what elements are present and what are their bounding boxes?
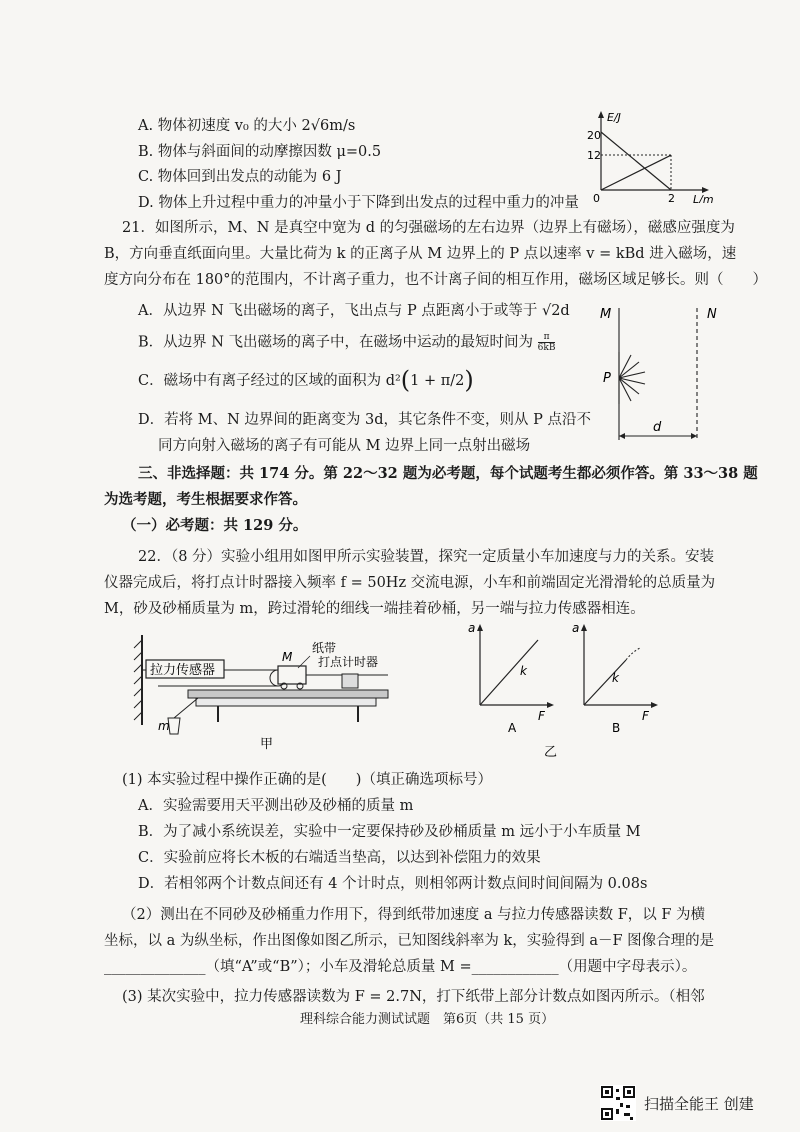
q21-option-c: C．磁场中有离子经过的区域的面积为 d²(1 + π/2) [138,366,474,394]
graph-b-caption: B [612,721,621,735]
q21-option-c-expr: 1 + π/2 [410,373,465,389]
page-footer: 理科综合能力测试试题 第6页（共 15 页） [300,1012,555,1027]
q21-line1: 21．如图所示，M、N 是真空中宽为 d 的匀强磁场的左右边界（边界上有磁场），磁感应强度为 [122,220,735,236]
cart [278,666,306,684]
q22-part2-line1: （2）测出在不同砂及砂桶重力作用下，得到纸带加速度 a 与拉力传感器读数 F，以 F 为横 [122,907,706,923]
energy-graph-xtick-2: 2 [668,192,675,203]
q20-option-a: A. 物体初速度 v₀ 的大小 2√6m/s [138,118,356,134]
point-p-label: P [603,371,611,386]
graph-b [572,621,658,735]
af-graphs-caption: 乙 [544,745,558,760]
q22-option-c: C．实验前应将长木板的右端适当垫高，以达到补偿阻力的效果 [138,850,541,866]
q21-option-d-line1: D．若将 M、N 边界间的距离变为 3d，其它条件不变，则从 P 点沿不 [138,412,591,428]
energy-graph-xlabel: L/m [693,193,714,203]
tape-label: 纸带 [312,641,337,655]
field-diagram [595,300,725,445]
section3-subheading: （一）必考题：共 129 分。 [122,517,308,534]
q22-part2-line2: 坐标，以 a 为纵坐标，作出图像如图乙所示，已知图线斜率为 k，实验得到 a－F 图像合理的是 [104,933,715,949]
q21-line3: 度方向分布在 180°的范围内，不计离子重力，也不计离子间的相互作用，磁场区域足够长。则（ ） [104,272,768,288]
q20-option-c: C. 物体回到出发点的动能为 6 J [138,169,342,185]
q21-line2: B，方向垂直纸面向里。大量比荷为 k 的正离子从 M 边界上的 P 点以速率 v = kBd 进入磁场，速 [104,246,737,262]
force-sensor-label: 拉力传感器 [150,663,216,678]
q21-option-a: A．从边界 N 飞出磁场的离子，飞出点与 P 点距离小于或等于 √2d [138,303,570,319]
q22-option-b: B．为了减小系统误差，实验中一定要保持砂及砂桶质量 m 远小于小车质量 M [138,824,641,840]
energy-graph [585,108,715,203]
graph-a-ylabel: a [468,621,476,635]
sand-mass-label: m [158,719,170,733]
energy-graph-xtick-0: 0 [593,192,600,203]
q22-line3: M，砂及砂桶质量为 m，跨过滑轮的细线一端挂着砂桶，另一端与拉力传感器相连。 [104,601,645,617]
energy-graph-ylabel: E/J [607,111,621,124]
q21-option-d-line2: 同方向射入磁场的离子有可能从 M 边界上同一点射出磁场 [158,438,531,454]
graph-b-xlabel: F [642,709,649,723]
graph-b-ylabel: a [572,621,580,635]
graph-a-xlabel: F [538,709,545,723]
q20-option-d: D. 物体上升过程中重力的冲量小于下降到出发点的过程中重力的冲量 [138,195,579,211]
energy-graph-ytick-20: 20 [587,129,601,142]
cart-mass-label: M [282,650,293,664]
q22-option-a: A．实验需要用天平测出砂及砂桶的质量 m [138,798,414,814]
q21-b-frac-num: π [538,332,556,343]
long-board [188,690,388,698]
q22-line2: 仪器完成后，将打点计时器接入频率 f = 50Hz 交流电源，小车和前端固定光滑滑轮的总质量为 [104,575,716,591]
scanner-text: 扫描全能王 创建 [644,1094,754,1113]
graph-b-slope: k [612,671,619,685]
timer-label: 打点计时器 [318,655,379,669]
q21-b-frac-den: 6kB [537,343,556,353]
graph-a [468,621,554,735]
graph-a-slope: k [520,664,527,678]
section3-line2: 为选考题，考生根据要求作答。 [104,491,307,508]
graph-a-caption: A [508,721,517,735]
q21-option-c-text: C．磁场中有离子经过的区域的面积为 d² [138,373,401,389]
af-graphs [460,620,680,760]
sand-bucket [168,718,180,734]
energy-graph-ytick-12: 12 [587,149,601,162]
q22-part2-line3: ______________（填“A”或“B”）；小车及滑轮总质量 M =____________（用题中字母表示）。 [104,959,697,975]
q22-part3: (3) 某次实验中，拉力传感器读数为 F = 2.7N，打下纸带上部分计数点如图丙所示。（相邻 [122,989,705,1005]
boundary-m-label: M [600,307,612,322]
q22-option-d: D．若相邻两个计数点间还有 4 个计时点，则相邻两计数点间时间间隔为 0.08s [138,876,648,892]
velocity-arrows [619,352,645,404]
qr-code-icon [600,1085,636,1121]
timer [342,674,358,688]
scanner-watermark [600,1085,754,1121]
apparatus-caption: 甲 [260,737,274,752]
q22-line1: 22．（8 分）实验小组用如图甲所示实验装置，探究一定质量小车加速度与力的关系。安装 [138,549,715,565]
boundary-n-label: N [707,307,717,322]
q21-option-b [138,332,555,353]
q20-option-b: B. 物体与斜面间的动摩擦因数 μ=0.5 [138,144,382,160]
apparatus-diagram [128,630,398,760]
q21-option-b-text: B．从边界 N 飞出磁场的离子中，在磁场中运动的最短时间为 [138,334,534,351]
section3-line1: 三、非选择题：共 174 分。第 22～32 题为必考题，每个试题考生都必须作答。第 33～38 题 [138,465,758,482]
q22-part1: (1) 本实验过程中操作正确的是( )（填正确选项标号） [122,772,492,788]
width-d-label: d [653,420,662,435]
